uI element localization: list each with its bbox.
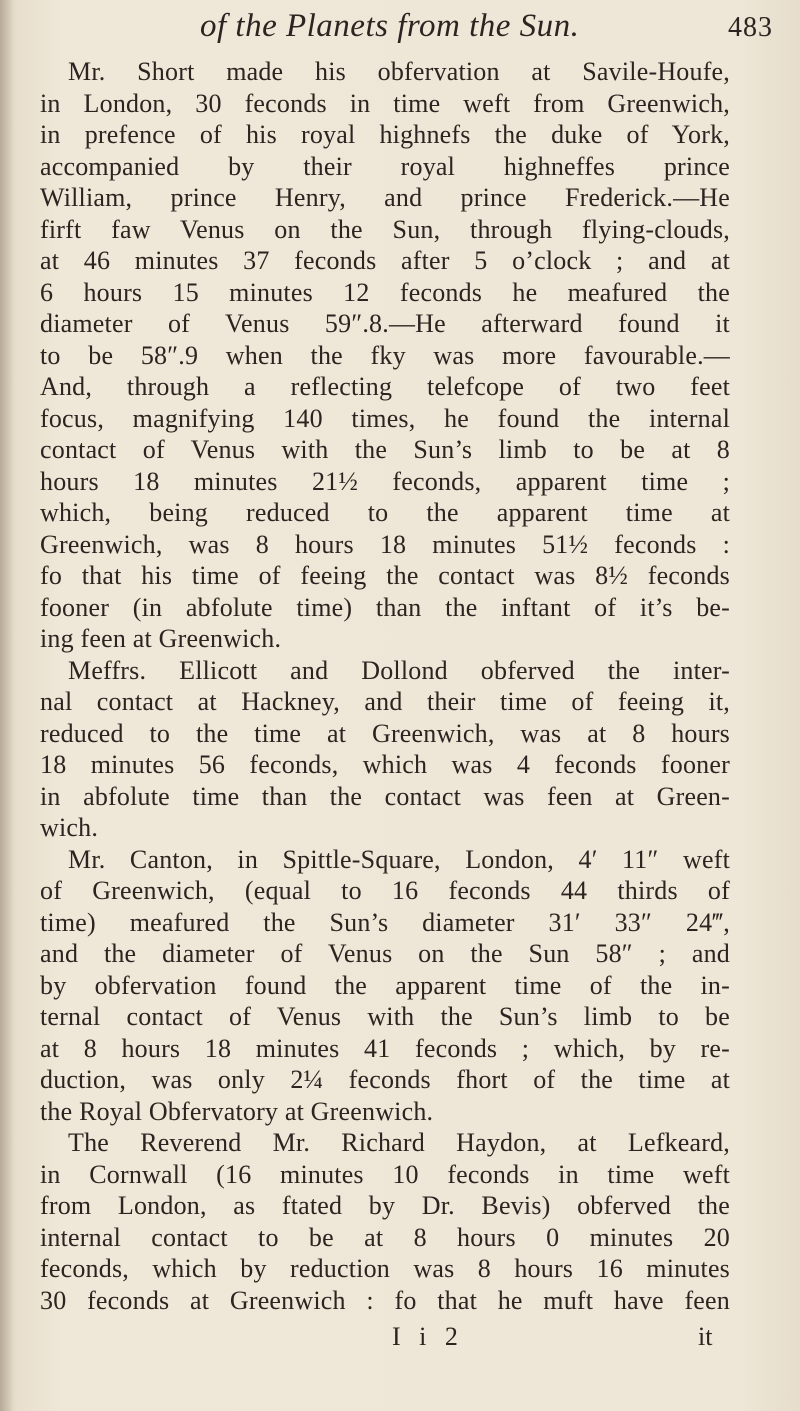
text-line: in Cornwall (16 minutes 10 feconds in time weft <box>40 1159 730 1189</box>
text-line: at 46 minutes 37 feconds after 5 o’clock ; and at <box>40 246 730 275</box>
page-footer <box>0 1322 800 1354</box>
text-line: Greenwich, was 8 hours 18 minutes 51½ feconds : <box>40 529 730 559</box>
text-line: reduced to the time at Greenwich, was at 8 hours <box>40 718 730 748</box>
text-line: diameter of Venus 59″.8.—He afterward found it <box>40 309 730 338</box>
text-line: wich. <box>40 813 99 842</box>
text-line: from London, as ftated by Dr. Bevis) obferved the <box>40 1191 730 1220</box>
text-line: at 8 hours 18 minutes 41 feconds ; which, by re- <box>40 1033 730 1063</box>
text-line: Meffrs. Ellicott and Dollond obferved the inter- <box>68 655 730 685</box>
text-line: hours 18 minutes 21½ feconds, apparent time ; <box>40 466 730 496</box>
text-line: 6 hours 15 minutes 12 feconds he meafured the <box>40 277 730 307</box>
text-line: time) meafured the Sun’s diameter 31′ 33″ 24‴, <box>40 907 730 937</box>
text-line: ing feen at Greenwich. <box>40 624 282 653</box>
text-line: which, being reduced to the apparent time at <box>40 498 730 527</box>
text-line: 18 minutes 56 feconds, which was 4 feconds fooner <box>40 750 730 779</box>
text-line: nal contact at Hackney, and their time of feeing it, <box>40 687 730 716</box>
text-line: by obfervation found the apparent time of the in- <box>40 970 730 1000</box>
text-line: and the diameter of Venus on the Sun 58″ ; and <box>40 939 730 968</box>
text-line: firft faw Venus on the Sun, through flying-clouds, <box>40 214 730 244</box>
page-header <box>0 8 800 52</box>
text-line: The Reverend Mr. Richard Haydon, at Lefkeard, <box>68 1128 730 1157</box>
body-text <box>40 56 730 1316</box>
text-line: feconds, which by reduction was 8 hours 16 minutes <box>40 1254 730 1283</box>
text-line: Mr. Canton, in Spittle-Square, London, 4′ 11″ weft <box>68 844 730 874</box>
text-line: duction, was only 2¼ feconds fhort of the time at <box>40 1065 730 1094</box>
gutter-shadow <box>0 0 14 1411</box>
text-line: focus, magnifying 140 times, he found the internal <box>40 403 730 433</box>
text-line: accompanied by their royal highneffes prince <box>40 151 730 181</box>
signature-mark: I i 2 <box>392 1322 464 1351</box>
text-line: in prefence of his royal highnefs the duke of York, <box>40 120 730 149</box>
text-line: in London, 30 feconds in time weft from Greenwich, <box>40 88 730 118</box>
running-head: of the Planets from the Sun. <box>200 8 580 44</box>
text-line: William, prince Henry, and prince Frederick.—He <box>40 183 730 212</box>
text-line: 30 feconds at Greenwich : fo that he muft have feen <box>40 1285 730 1315</box>
text-line: fo that his time of feeing the contact was 8½ feconds <box>40 561 730 590</box>
text-line: to be 58″.9 when the fky was more favourable.— <box>40 340 730 370</box>
text-line: in abfolute time than the contact was feen at Green- <box>40 781 730 811</box>
text-line: ternal contact of Venus with the Sun’s limb to be <box>40 1002 730 1031</box>
text-line: of Greenwich, (equal to 16 feconds 44 thirds of <box>40 876 730 905</box>
page-number: 483 <box>728 12 773 43</box>
text-line: Mr. Short made his obfervation at Savile-Houfe, <box>68 57 730 86</box>
text-line: contact of Venus with the Sun’s limb to be at 8 <box>40 435 730 464</box>
text-line: internal contact to be at 8 hours 0 minutes 20 <box>40 1222 730 1252</box>
text-line: And, through a reflecting telefcope of two feet <box>40 372 730 401</box>
catchword: it <box>698 1322 713 1351</box>
text-line: the Royal Obfervatory at Greenwich. <box>40 1096 434 1126</box>
text-line: fooner (in abfolute time) than the inftant of it’s be- <box>40 592 730 622</box>
